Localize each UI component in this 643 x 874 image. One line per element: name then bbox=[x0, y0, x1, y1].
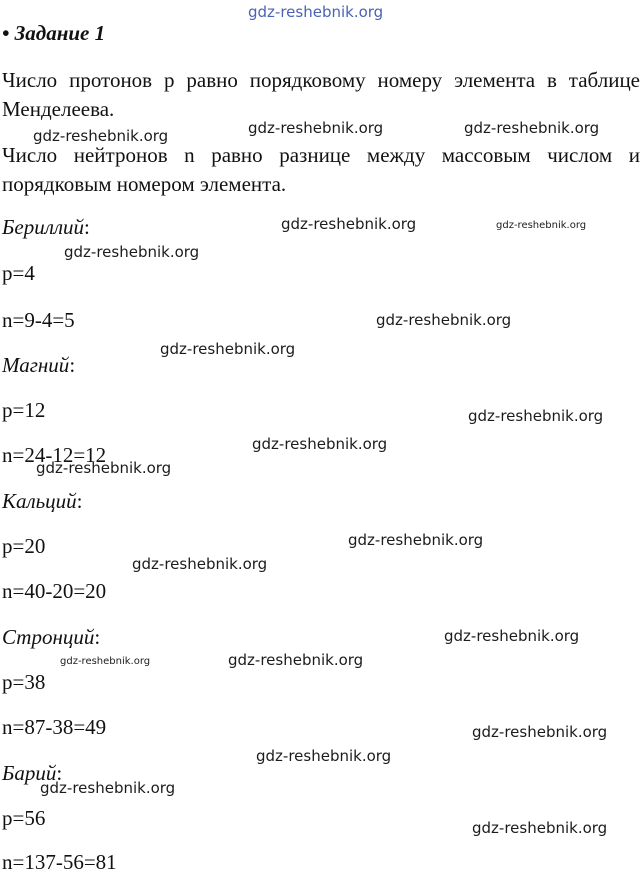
watermark-text: gdz-reshebnik.org bbox=[132, 555, 268, 573]
watermark-text: gdz-reshebnik.org bbox=[33, 127, 169, 145]
element-name-beryllium: Бериллий: bbox=[2, 215, 90, 239]
element-neutrons-strontium: n=87-38=49 bbox=[2, 715, 107, 739]
watermark-text: gdz-reshebnik.org bbox=[252, 435, 388, 453]
watermark-text: gdz-reshebnik.org bbox=[348, 531, 484, 549]
element-neutrons-magnesium: n=24-12=12 bbox=[2, 443, 107, 467]
element-neutrons-calcium: n=40-20=20 bbox=[2, 579, 107, 603]
watermark-text: gdz-reshebnik.org bbox=[376, 311, 512, 329]
watermark-text: gdz-reshebnik.org bbox=[468, 407, 604, 425]
watermark-text: gdz-reshebnik.org bbox=[160, 340, 296, 358]
watermark-text: gdz-reshebnik.org bbox=[472, 723, 608, 741]
element-name-calcium: Кальций: bbox=[2, 489, 83, 513]
watermark-text: gdz-reshebnik.org bbox=[281, 215, 417, 233]
watermark-text: gdz-reshebnik.org bbox=[256, 747, 392, 765]
task-bullet: • bbox=[2, 21, 10, 45]
element-protons-barium: p=56 bbox=[2, 806, 46, 830]
intro-paragraph-neutrons: Число нейтронов n равно разнице между массовым числом и порядковым номером элемента. bbox=[2, 143, 640, 196]
watermark-text: gdz-reshebnik.org bbox=[228, 651, 364, 669]
watermark-text: gdz-reshebnik.org bbox=[60, 656, 151, 667]
intro-paragraph-protons: Число протонов p равно порядковому номеру элемента в таблице Менделеева. bbox=[2, 68, 640, 121]
watermark-text: gdz-reshebnik.org bbox=[472, 819, 608, 837]
task-title: Задание 1 bbox=[14, 21, 106, 45]
element-protons-beryllium: p=4 bbox=[2, 261, 35, 285]
watermark-text: gdz-reshebnik.org bbox=[444, 627, 580, 645]
element-neutrons-barium: n=137-56=81 bbox=[2, 850, 117, 874]
element-neutrons-beryllium: n=9-4=5 bbox=[2, 308, 75, 332]
element-name-strontium: Стронций: bbox=[2, 625, 101, 649]
watermark-text: gdz-reshebnik.org bbox=[64, 243, 200, 261]
watermark-text: gdz-reshebnik.org bbox=[496, 220, 587, 231]
element-protons-magnesium: p=12 bbox=[2, 398, 46, 422]
watermark-text: gdz-reshebnik.org bbox=[464, 119, 600, 137]
watermark-text: gdz-reshebnik.org bbox=[36, 459, 172, 477]
header-watermark: gdz-reshebnik.org bbox=[248, 3, 384, 21]
watermark-text: gdz-reshebnik.org bbox=[40, 779, 176, 797]
element-protons-calcium: p=20 bbox=[2, 534, 46, 558]
task-heading bbox=[2, 20, 105, 46]
watermark-text: gdz-reshebnik.org bbox=[248, 119, 384, 137]
element-name-magnesium: Магний: bbox=[2, 353, 76, 377]
element-name-barium: Барий: bbox=[2, 761, 63, 785]
element-protons-strontium: p=38 bbox=[2, 670, 46, 694]
